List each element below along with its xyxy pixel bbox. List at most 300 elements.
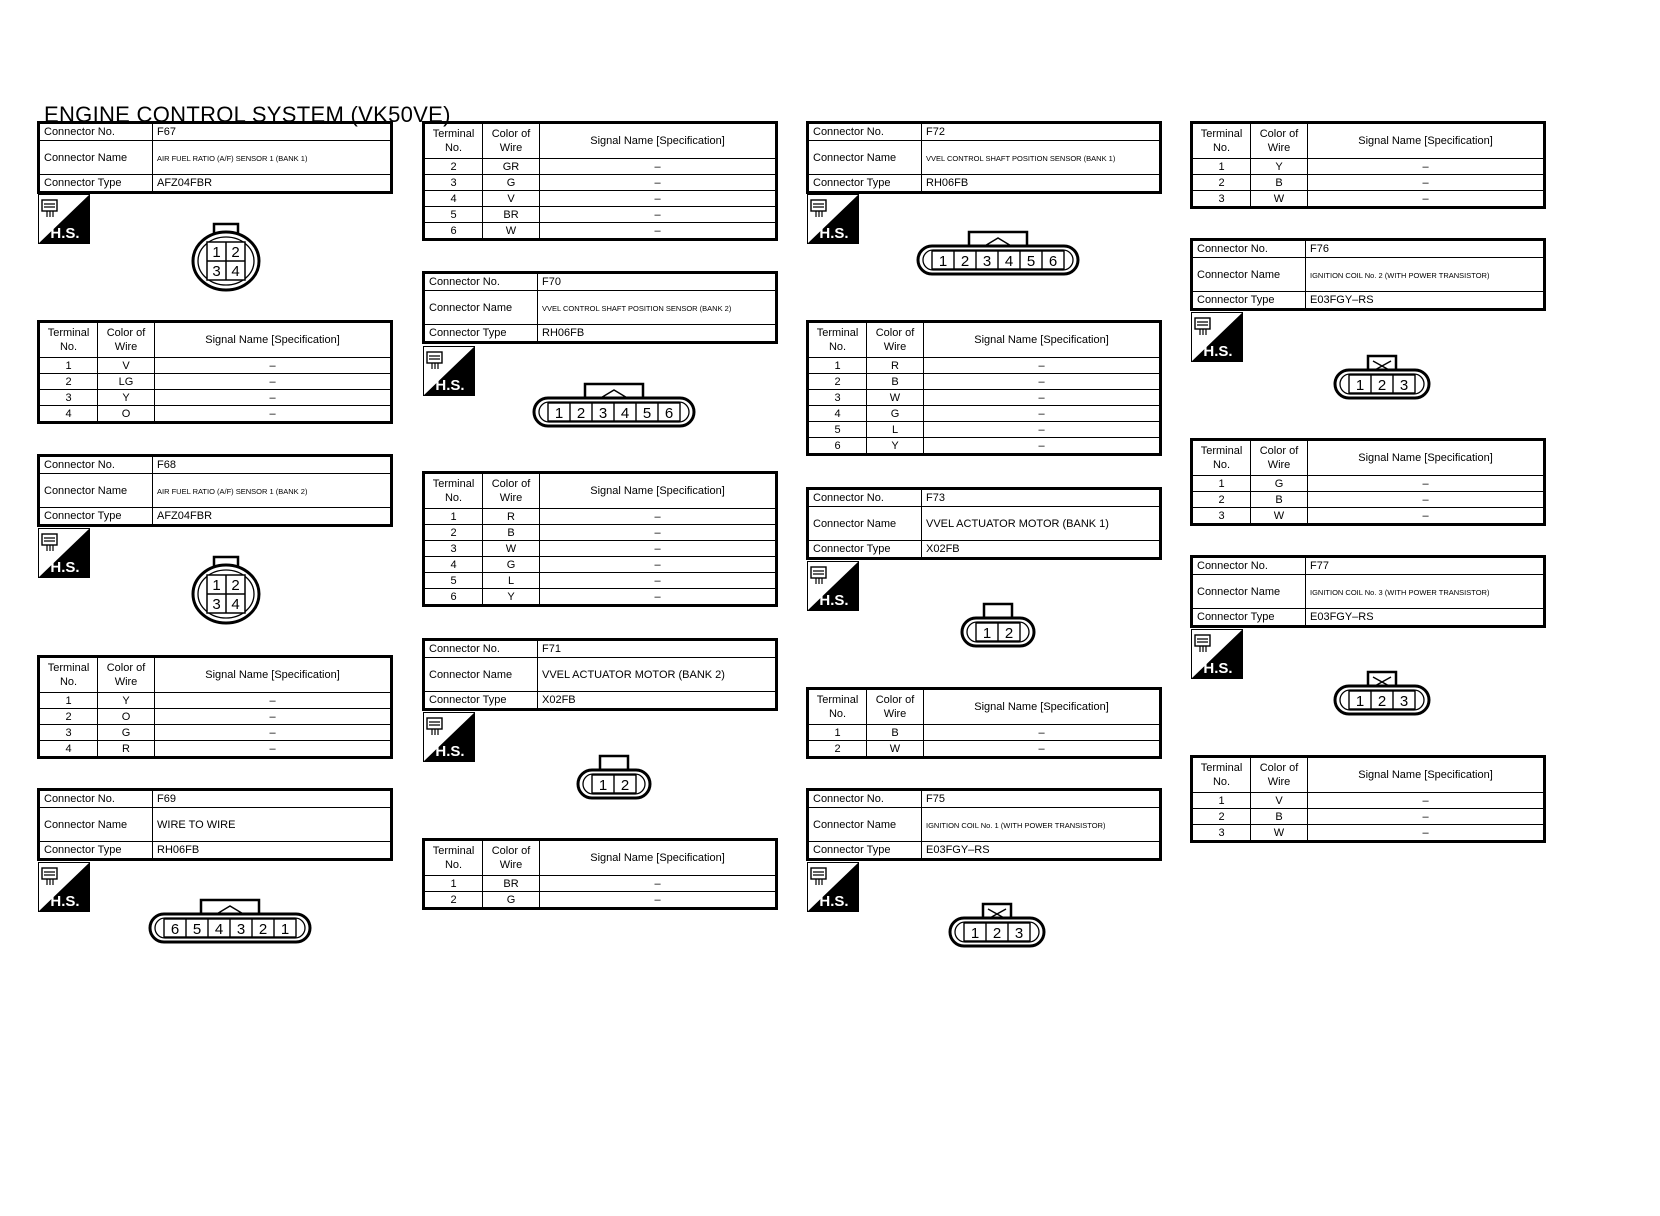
connector-type-value: E03FGY–RS <box>1306 292 1545 310</box>
signal-name: – <box>540 207 777 223</box>
pin-number: 4 <box>214 921 224 938</box>
wire-color: G <box>98 725 155 741</box>
signal-name-header: Signal Name [Specification] <box>1308 440 1545 476</box>
terminal-no: 2 <box>1192 492 1251 508</box>
color-of-wire-header: Color of Wire <box>1251 440 1308 476</box>
terminal-no: 1 <box>1192 793 1251 809</box>
wire-color: V <box>1251 793 1308 809</box>
color-of-wire-header: Color of Wire <box>483 123 540 159</box>
pin-number: 1 <box>982 625 992 642</box>
signal-name-header: Signal Name [Specification] <box>924 322 1161 358</box>
table-row <box>1192 492 1545 508</box>
connector-name-label: Connector Name <box>424 291 538 325</box>
pin-number: 2 <box>231 244 240 261</box>
hs-label: H.S. <box>819 225 849 242</box>
connector-no-label: Connector No. <box>808 489 922 507</box>
harness-side-icon <box>423 346 475 396</box>
wire-color: Y <box>483 589 540 606</box>
pin-number: 2 <box>576 405 586 422</box>
connector-no-label: Connector No. <box>1192 240 1306 258</box>
connector-name-value: IGNITION COIL No. 3 (WITH POWER TRANSISTOR) <box>1310 587 1490 597</box>
pin-number: 2 <box>231 577 240 594</box>
connector-type-label: Connector Type <box>1192 609 1306 627</box>
signal-name: – <box>924 741 1161 758</box>
terminal-no: 6 <box>808 438 867 455</box>
signal-name: – <box>155 709 392 725</box>
terminal-no: 2 <box>424 525 483 541</box>
signal-name: – <box>155 741 392 758</box>
pin-number: 3 <box>212 596 221 613</box>
connector-face-diagram <box>532 380 696 430</box>
signal-name: – <box>924 438 1161 455</box>
wire-color: Y <box>98 693 155 709</box>
connector-info-table <box>37 788 393 861</box>
signal-name: – <box>540 573 777 589</box>
color-of-wire-header: Color of Wire <box>1251 757 1308 793</box>
pin-number: 5 <box>1026 253 1036 270</box>
wire-color: G <box>1251 476 1308 492</box>
terminal-table <box>806 320 1162 456</box>
connector-name-value: IGNITION COIL No. 2 (WITH POWER TRANSISTOR) <box>1310 270 1490 280</box>
table-row <box>424 159 777 175</box>
wire-color: B <box>483 525 540 541</box>
signal-name: – <box>1308 508 1545 525</box>
signal-name: – <box>1308 809 1545 825</box>
wire-color: B <box>867 374 924 390</box>
pin-number: 2 <box>992 925 1002 942</box>
terminal-no: 1 <box>39 693 98 709</box>
wire-color: GR <box>483 159 540 175</box>
wire-color: W <box>1251 508 1308 525</box>
connector-name-label: Connector Name <box>808 507 922 541</box>
terminal-no: 1 <box>424 876 483 892</box>
signal-name: – <box>924 390 1161 406</box>
wire-color: O <box>98 709 155 725</box>
signal-name: – <box>540 557 777 573</box>
signal-name: – <box>924 374 1161 390</box>
connector-no-value: F67 <box>153 123 392 141</box>
connector-type-label: Connector Type <box>424 325 538 343</box>
pin-number: 1 <box>970 925 980 942</box>
signal-name: – <box>1308 191 1545 208</box>
table-row <box>39 741 392 758</box>
connector-name-label: Connector Name <box>39 141 153 175</box>
terminal-no: 6 <box>424 589 483 606</box>
signal-name: – <box>540 191 777 207</box>
hs-label: H.S. <box>50 225 80 242</box>
table-row <box>808 422 1161 438</box>
pin-number: 1 <box>280 921 290 938</box>
connector-face-diagram <box>948 900 1046 950</box>
connector-info-table <box>806 121 1162 194</box>
connector-info-table <box>1190 238 1546 311</box>
terminal-no: 3 <box>1192 191 1251 208</box>
terminal-no-header: Terminal No. <box>808 689 867 725</box>
table-row <box>424 191 777 207</box>
terminal-no-header: Terminal No. <box>808 322 867 358</box>
connector-type-label: Connector Type <box>39 175 153 193</box>
connector-name-value: WIRE TO WIRE <box>153 808 392 842</box>
signal-name: – <box>540 223 777 240</box>
pin-number: 2 <box>1377 377 1387 394</box>
terminal-table <box>422 838 778 910</box>
harness-side-icon <box>807 862 859 912</box>
connector-type-value: RH06FB <box>538 325 777 343</box>
harness-side-icon <box>38 862 90 912</box>
terminal-no: 1 <box>808 358 867 374</box>
wire-color: B <box>1251 809 1308 825</box>
wire-color: W <box>867 741 924 758</box>
pin-number: 5 <box>642 405 652 422</box>
table-row <box>424 876 777 892</box>
signal-name: – <box>155 725 392 741</box>
connector-type-value: AFZ04FBR <box>153 508 392 526</box>
hs-label: H.S. <box>819 592 849 609</box>
table-row <box>424 541 777 557</box>
connector-type-value: X02FB <box>922 541 1161 559</box>
connector-no-label: Connector No. <box>39 123 153 141</box>
connector-no-label: Connector No. <box>808 123 922 141</box>
signal-name-header: Signal Name [Specification] <box>924 689 1161 725</box>
connector-name-label: Connector Name <box>1192 258 1306 292</box>
connector-no-label: Connector No. <box>39 456 153 474</box>
terminal-no-header: Terminal No. <box>39 322 98 358</box>
table-row <box>39 406 392 423</box>
terminal-no: 3 <box>39 390 98 406</box>
connector-name-value <box>153 474 392 508</box>
signal-name: – <box>540 541 777 557</box>
table-row <box>39 390 392 406</box>
connector-type-label: Connector Type <box>808 175 922 193</box>
signal-name-header: Signal Name [Specification] <box>155 322 392 358</box>
table-row <box>424 892 777 909</box>
terminal-no: 5 <box>424 207 483 223</box>
wire-color: Y <box>867 438 924 455</box>
connector-face-diagram <box>1333 668 1431 718</box>
connector-no-value: F76 <box>1306 240 1545 258</box>
signal-name: – <box>540 589 777 606</box>
table-row <box>1192 825 1545 842</box>
pin-number: 1 <box>212 577 221 594</box>
terminal-no: 1 <box>424 509 483 525</box>
terminal-no: 3 <box>1192 508 1251 525</box>
pin-number: 1 <box>1355 693 1365 710</box>
table-row <box>424 223 777 240</box>
table-row <box>424 207 777 223</box>
terminal-table <box>1190 755 1546 843</box>
connector-no-label: Connector No. <box>1192 557 1306 575</box>
harness-side-icon <box>38 194 90 244</box>
terminal-no: 5 <box>424 573 483 589</box>
table-row <box>1192 191 1545 208</box>
pin-number: 1 <box>554 405 564 422</box>
signal-name: – <box>155 358 392 374</box>
terminal-no: 3 <box>39 725 98 741</box>
connector-info-table <box>422 638 778 711</box>
connector-info-table <box>422 271 778 344</box>
color-of-wire-header: Color of Wire <box>483 473 540 509</box>
table-row <box>1192 476 1545 492</box>
signal-name-header: Signal Name [Specification] <box>155 657 392 693</box>
connector-info-table <box>806 487 1162 560</box>
table-row <box>808 725 1161 741</box>
terminal-table <box>806 687 1162 759</box>
connector-no-value: F71 <box>538 640 777 658</box>
terminal-no: 4 <box>39 741 98 758</box>
table-row <box>1192 159 1545 175</box>
wire-color: W <box>1251 191 1308 208</box>
wire-color: B <box>1251 492 1308 508</box>
signal-name: – <box>924 422 1161 438</box>
terminal-table <box>422 471 778 607</box>
connector-info-table <box>1190 555 1546 628</box>
wire-color: W <box>483 541 540 557</box>
wire-color: BR <box>483 876 540 892</box>
table-row <box>424 175 777 191</box>
pin-number: 1 <box>212 244 221 261</box>
pin-number: 3 <box>982 253 992 270</box>
connector-name-value: IGNITION COIL No. 1 (WITH POWER TRANSISTOR) <box>926 820 1106 830</box>
table-row <box>424 589 777 606</box>
signal-name-header: Signal Name [Specification] <box>540 123 777 159</box>
terminal-no: 1 <box>808 725 867 741</box>
pin-number: 1 <box>938 253 948 270</box>
table-row <box>808 406 1161 422</box>
hs-label: H.S. <box>50 893 80 910</box>
pin-number: 2 <box>620 777 630 794</box>
terminal-no-header: Terminal No. <box>1192 123 1251 159</box>
pin-number: 3 <box>236 921 246 938</box>
terminal-table <box>1190 121 1546 209</box>
signal-name: – <box>540 175 777 191</box>
page-title: ENGINE CONTROL SYSTEM (VK50VE) <box>44 102 451 127</box>
connector-no-label: Connector No. <box>808 790 922 808</box>
connector-face-diagram <box>148 896 312 946</box>
terminal-no: 1 <box>1192 159 1251 175</box>
pin-number: 6 <box>664 405 674 422</box>
signal-name-header: Signal Name [Specification] <box>540 473 777 509</box>
signal-name: – <box>1308 825 1545 842</box>
harness-side-icon <box>1191 312 1243 362</box>
table-row <box>1192 508 1545 525</box>
connector-name-value <box>922 141 1161 175</box>
pin-number: 4 <box>231 596 240 613</box>
connector-name-value: VVEL ACTUATOR MOTOR (BANK 1) <box>922 507 1161 541</box>
terminal-no: 4 <box>424 191 483 207</box>
table-row <box>808 741 1161 758</box>
connector-type-label: Connector Type <box>808 842 922 860</box>
connector-no-label: Connector No. <box>424 640 538 658</box>
terminal-table <box>1190 438 1546 526</box>
signal-name: – <box>1308 159 1545 175</box>
connector-no-value: F77 <box>1306 557 1545 575</box>
pin-number: 1 <box>1355 377 1365 394</box>
pin-number: 2 <box>1004 625 1014 642</box>
connector-type-label: Connector Type <box>39 508 153 526</box>
pin-number: 6 <box>170 921 180 938</box>
wire-color: G <box>867 406 924 422</box>
terminal-no: 3 <box>1192 825 1251 842</box>
pin-number: 6 <box>1048 253 1058 270</box>
connector-no-value: F68 <box>153 456 392 474</box>
connector-name-value: VVEL CONTROL SHAFT POSITION SENSOR (BANK 2) <box>542 303 732 313</box>
pin-number: 4 <box>1004 253 1014 270</box>
terminal-no: 2 <box>808 374 867 390</box>
connector-no-value: F75 <box>922 790 1161 808</box>
color-of-wire-header: Color of Wire <box>867 322 924 358</box>
connector-name-value: VVEL ACTUATOR MOTOR (BANK 2) <box>538 658 777 692</box>
terminal-no: 1 <box>1192 476 1251 492</box>
wire-color: B <box>867 725 924 741</box>
table-row <box>39 709 392 725</box>
table-row <box>424 525 777 541</box>
hs-label: H.S. <box>50 559 80 576</box>
terminal-no: 3 <box>424 541 483 557</box>
terminal-no-header: Terminal No. <box>424 840 483 876</box>
connector-face-diagram <box>916 228 1080 278</box>
connector-name-value: AIR FUEL RATIO (A/F) SENSOR 1 (BANK 1) <box>157 153 308 163</box>
connector-name-value <box>1306 258 1545 292</box>
signal-name-header: Signal Name [Specification] <box>1308 123 1545 159</box>
signal-name: – <box>540 892 777 909</box>
connector-name-value <box>153 141 392 175</box>
wire-color: G <box>483 557 540 573</box>
hs-label: H.S. <box>1203 660 1233 677</box>
connector-name-label: Connector Name <box>39 808 153 842</box>
color-of-wire-header: Color of Wire <box>98 657 155 693</box>
connector-face-diagram <box>1333 352 1431 402</box>
harness-side-icon <box>807 561 859 611</box>
table-row <box>808 438 1161 455</box>
table-row <box>39 374 392 390</box>
connector-type-value: E03FGY–RS <box>922 842 1161 860</box>
terminal-no: 2 <box>424 892 483 909</box>
pin-number: 1 <box>598 777 608 794</box>
wire-color: G <box>483 175 540 191</box>
wire-color: W <box>483 223 540 240</box>
pin-number: 2 <box>258 921 268 938</box>
connector-type-value: RH06FB <box>922 175 1161 193</box>
terminal-no: 3 <box>424 175 483 191</box>
connector-no-label: Connector No. <box>39 790 153 808</box>
harness-side-icon <box>1191 629 1243 679</box>
terminal-no-header: Terminal No. <box>1192 440 1251 476</box>
connector-type-label: Connector Type <box>39 842 153 860</box>
pin-number: 3 <box>1014 925 1024 942</box>
signal-name: – <box>540 525 777 541</box>
connector-face-diagram <box>576 752 652 802</box>
connector-name-label: Connector Name <box>808 141 922 175</box>
connector-no-value: F73 <box>922 489 1161 507</box>
signal-name: – <box>155 693 392 709</box>
wire-color: O <box>98 406 155 423</box>
table-row <box>1192 175 1545 191</box>
wire-color: L <box>867 422 924 438</box>
connector-type-value: RH06FB <box>153 842 392 860</box>
connector-no-value: F70 <box>538 273 777 291</box>
table-row <box>39 358 392 374</box>
connector-name-label: Connector Name <box>1192 575 1306 609</box>
connector-info-table <box>37 454 393 527</box>
hs-label: H.S. <box>435 743 465 760</box>
color-of-wire-header: Color of Wire <box>1251 123 1308 159</box>
wire-color: B <box>1251 175 1308 191</box>
connector-name-label: Connector Name <box>424 658 538 692</box>
terminal-no: 5 <box>808 422 867 438</box>
signal-name-header: Signal Name [Specification] <box>1308 757 1545 793</box>
connector-type-label: Connector Type <box>424 692 538 710</box>
table-row <box>1192 793 1545 809</box>
terminal-no-header: Terminal No. <box>424 123 483 159</box>
pin-number: 3 <box>212 263 221 280</box>
connector-name-value <box>538 291 777 325</box>
table-row <box>424 573 777 589</box>
table-row <box>39 725 392 741</box>
color-of-wire-header: Color of Wire <box>483 840 540 876</box>
terminal-no: 6 <box>424 223 483 240</box>
signal-name: – <box>924 406 1161 422</box>
wire-color: BR <box>483 207 540 223</box>
pin-number: 2 <box>960 253 970 270</box>
connector-face-diagram <box>190 222 262 294</box>
terminal-no: 2 <box>39 374 98 390</box>
wire-color: R <box>483 509 540 525</box>
wire-color: R <box>98 741 155 758</box>
pin-number: 4 <box>620 405 630 422</box>
connector-face-diagram <box>190 555 262 627</box>
table-row <box>808 374 1161 390</box>
table-row <box>424 509 777 525</box>
harness-side-icon <box>807 194 859 244</box>
connector-name-value: AIR FUEL RATIO (A/F) SENSOR 1 (BANK 2) <box>157 486 308 496</box>
harness-side-icon <box>423 712 475 762</box>
wire-color: V <box>98 358 155 374</box>
connector-type-value: E03FGY–RS <box>1306 609 1545 627</box>
terminal-no-header: Terminal No. <box>1192 757 1251 793</box>
signal-name: – <box>540 876 777 892</box>
connector-name-label: Connector Name <box>39 474 153 508</box>
connector-name-value <box>1306 575 1545 609</box>
connector-name-value <box>922 808 1161 842</box>
terminal-no: 1 <box>39 358 98 374</box>
wire-color: G <box>483 892 540 909</box>
pin-number: 2 <box>1377 693 1387 710</box>
terminal-table <box>422 121 778 241</box>
hs-label: H.S. <box>819 893 849 910</box>
terminal-no: 2 <box>39 709 98 725</box>
connector-info-table <box>37 121 393 194</box>
table-row <box>424 557 777 573</box>
wire-color: R <box>867 358 924 374</box>
pin-number: 3 <box>1399 693 1409 710</box>
connector-no-label: Connector No. <box>424 273 538 291</box>
signal-name: – <box>1308 175 1545 191</box>
terminal-no: 2 <box>1192 809 1251 825</box>
pin-number: 4 <box>231 263 240 280</box>
connector-type-label: Connector Type <box>1192 292 1306 310</box>
terminal-no: 3 <box>808 390 867 406</box>
signal-name: – <box>155 406 392 423</box>
wire-color: L <box>483 573 540 589</box>
terminal-no: 4 <box>39 406 98 423</box>
wire-color: W <box>867 390 924 406</box>
table-row <box>1192 809 1545 825</box>
table-row <box>39 693 392 709</box>
terminal-table <box>37 655 393 759</box>
terminal-no: 4 <box>808 406 867 422</box>
signal-name: – <box>155 374 392 390</box>
terminal-no-header: Terminal No. <box>39 657 98 693</box>
